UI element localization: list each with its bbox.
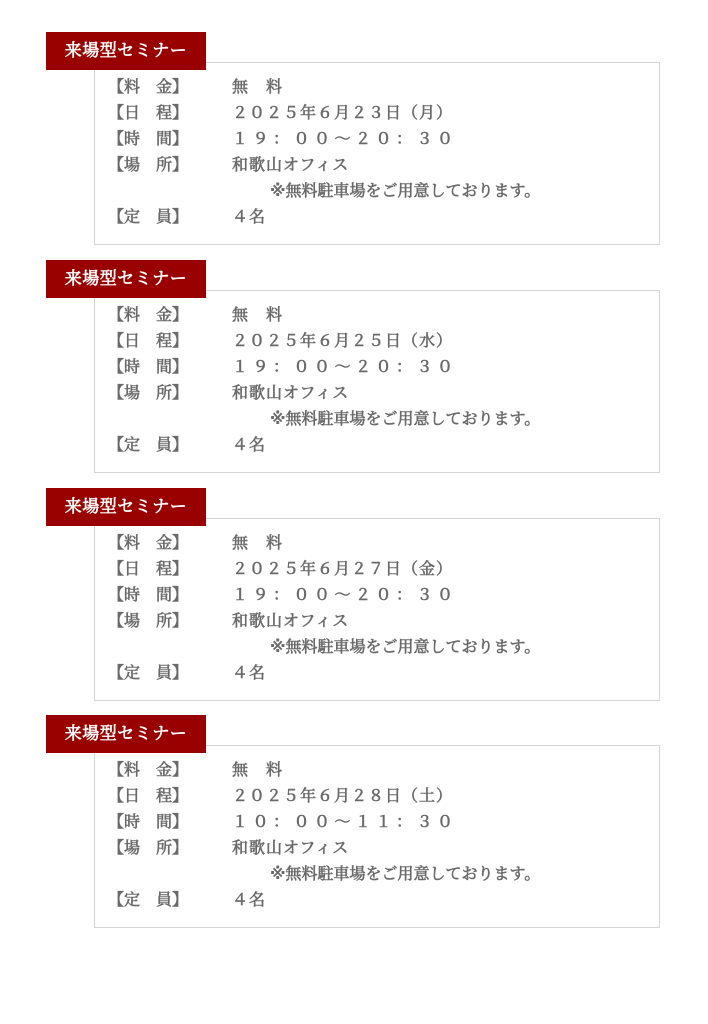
time-label: 【時 間】 <box>108 129 189 148</box>
place-label: 【場 所】 <box>108 155 189 174</box>
time-label: 【時 間】 <box>108 585 189 604</box>
time-label: 【時 間】 <box>108 812 189 831</box>
date-label: 【日 程】 <box>108 786 189 805</box>
seminar-type-badge: 来場型セミナー <box>46 32 206 70</box>
fee-label: 【料 金】 <box>108 305 189 324</box>
place-value: 和歌山オフィス <box>232 611 350 630</box>
time-value: １９：００〜２０：３０ <box>232 129 458 148</box>
fee-value: 無 料 <box>232 760 284 779</box>
place-value: 和歌山オフィス <box>232 838 350 857</box>
capacity-label: 【定 員】 <box>108 890 189 909</box>
date-value: ２０２５年６月２５日（水） <box>232 331 454 350</box>
place-value: 和歌山オフィス <box>232 383 350 402</box>
time-value: １９：００〜２０：３０ <box>232 357 458 376</box>
capacity-label: 【定 員】 <box>108 435 189 454</box>
seminar-type-badge: 来場型セミナー <box>46 715 206 753</box>
capacity-value: ４名 <box>232 435 267 454</box>
parking-note: ※無料駐車場をご用意しております。 <box>270 637 541 656</box>
date-value: ２０２５年６月２３日（月） <box>232 103 454 122</box>
seminar-type-badge: 来場型セミナー <box>46 488 206 526</box>
place-label: 【場 所】 <box>108 611 189 630</box>
date-label: 【日 程】 <box>108 103 189 122</box>
fee-value: 無 料 <box>232 77 284 96</box>
fee-value: 無 料 <box>232 305 284 324</box>
parking-note: ※無料駐車場をご用意しております。 <box>270 864 541 883</box>
capacity-value: ４名 <box>232 890 267 909</box>
capacity-label: 【定 員】 <box>108 207 189 226</box>
fee-label: 【料 金】 <box>108 533 189 552</box>
fee-label: 【料 金】 <box>108 77 189 96</box>
time-value: １０：００〜１１：３０ <box>232 812 458 831</box>
place-value: 和歌山オフィス <box>232 155 350 174</box>
capacity-value: ４名 <box>232 663 267 682</box>
parking-note: ※無料駐車場をご用意しております。 <box>270 181 541 200</box>
time-label: 【時 間】 <box>108 357 189 376</box>
capacity-value: ４名 <box>232 207 267 226</box>
time-value: １９：００〜２０：３０ <box>232 585 458 604</box>
place-label: 【場 所】 <box>108 838 189 857</box>
fee-value: 無 料 <box>232 533 284 552</box>
date-value: ２０２５年６月２７日（金） <box>232 559 454 578</box>
capacity-label: 【定 員】 <box>108 663 189 682</box>
parking-note: ※無料駐車場をご用意しております。 <box>270 409 541 428</box>
fee-label: 【料 金】 <box>108 760 189 779</box>
date-value: ２０２５年６月２８日（土） <box>232 786 454 805</box>
date-label: 【日 程】 <box>108 559 189 578</box>
date-label: 【日 程】 <box>108 331 189 350</box>
seminar-type-badge: 来場型セミナー <box>46 260 206 298</box>
place-label: 【場 所】 <box>108 383 189 402</box>
